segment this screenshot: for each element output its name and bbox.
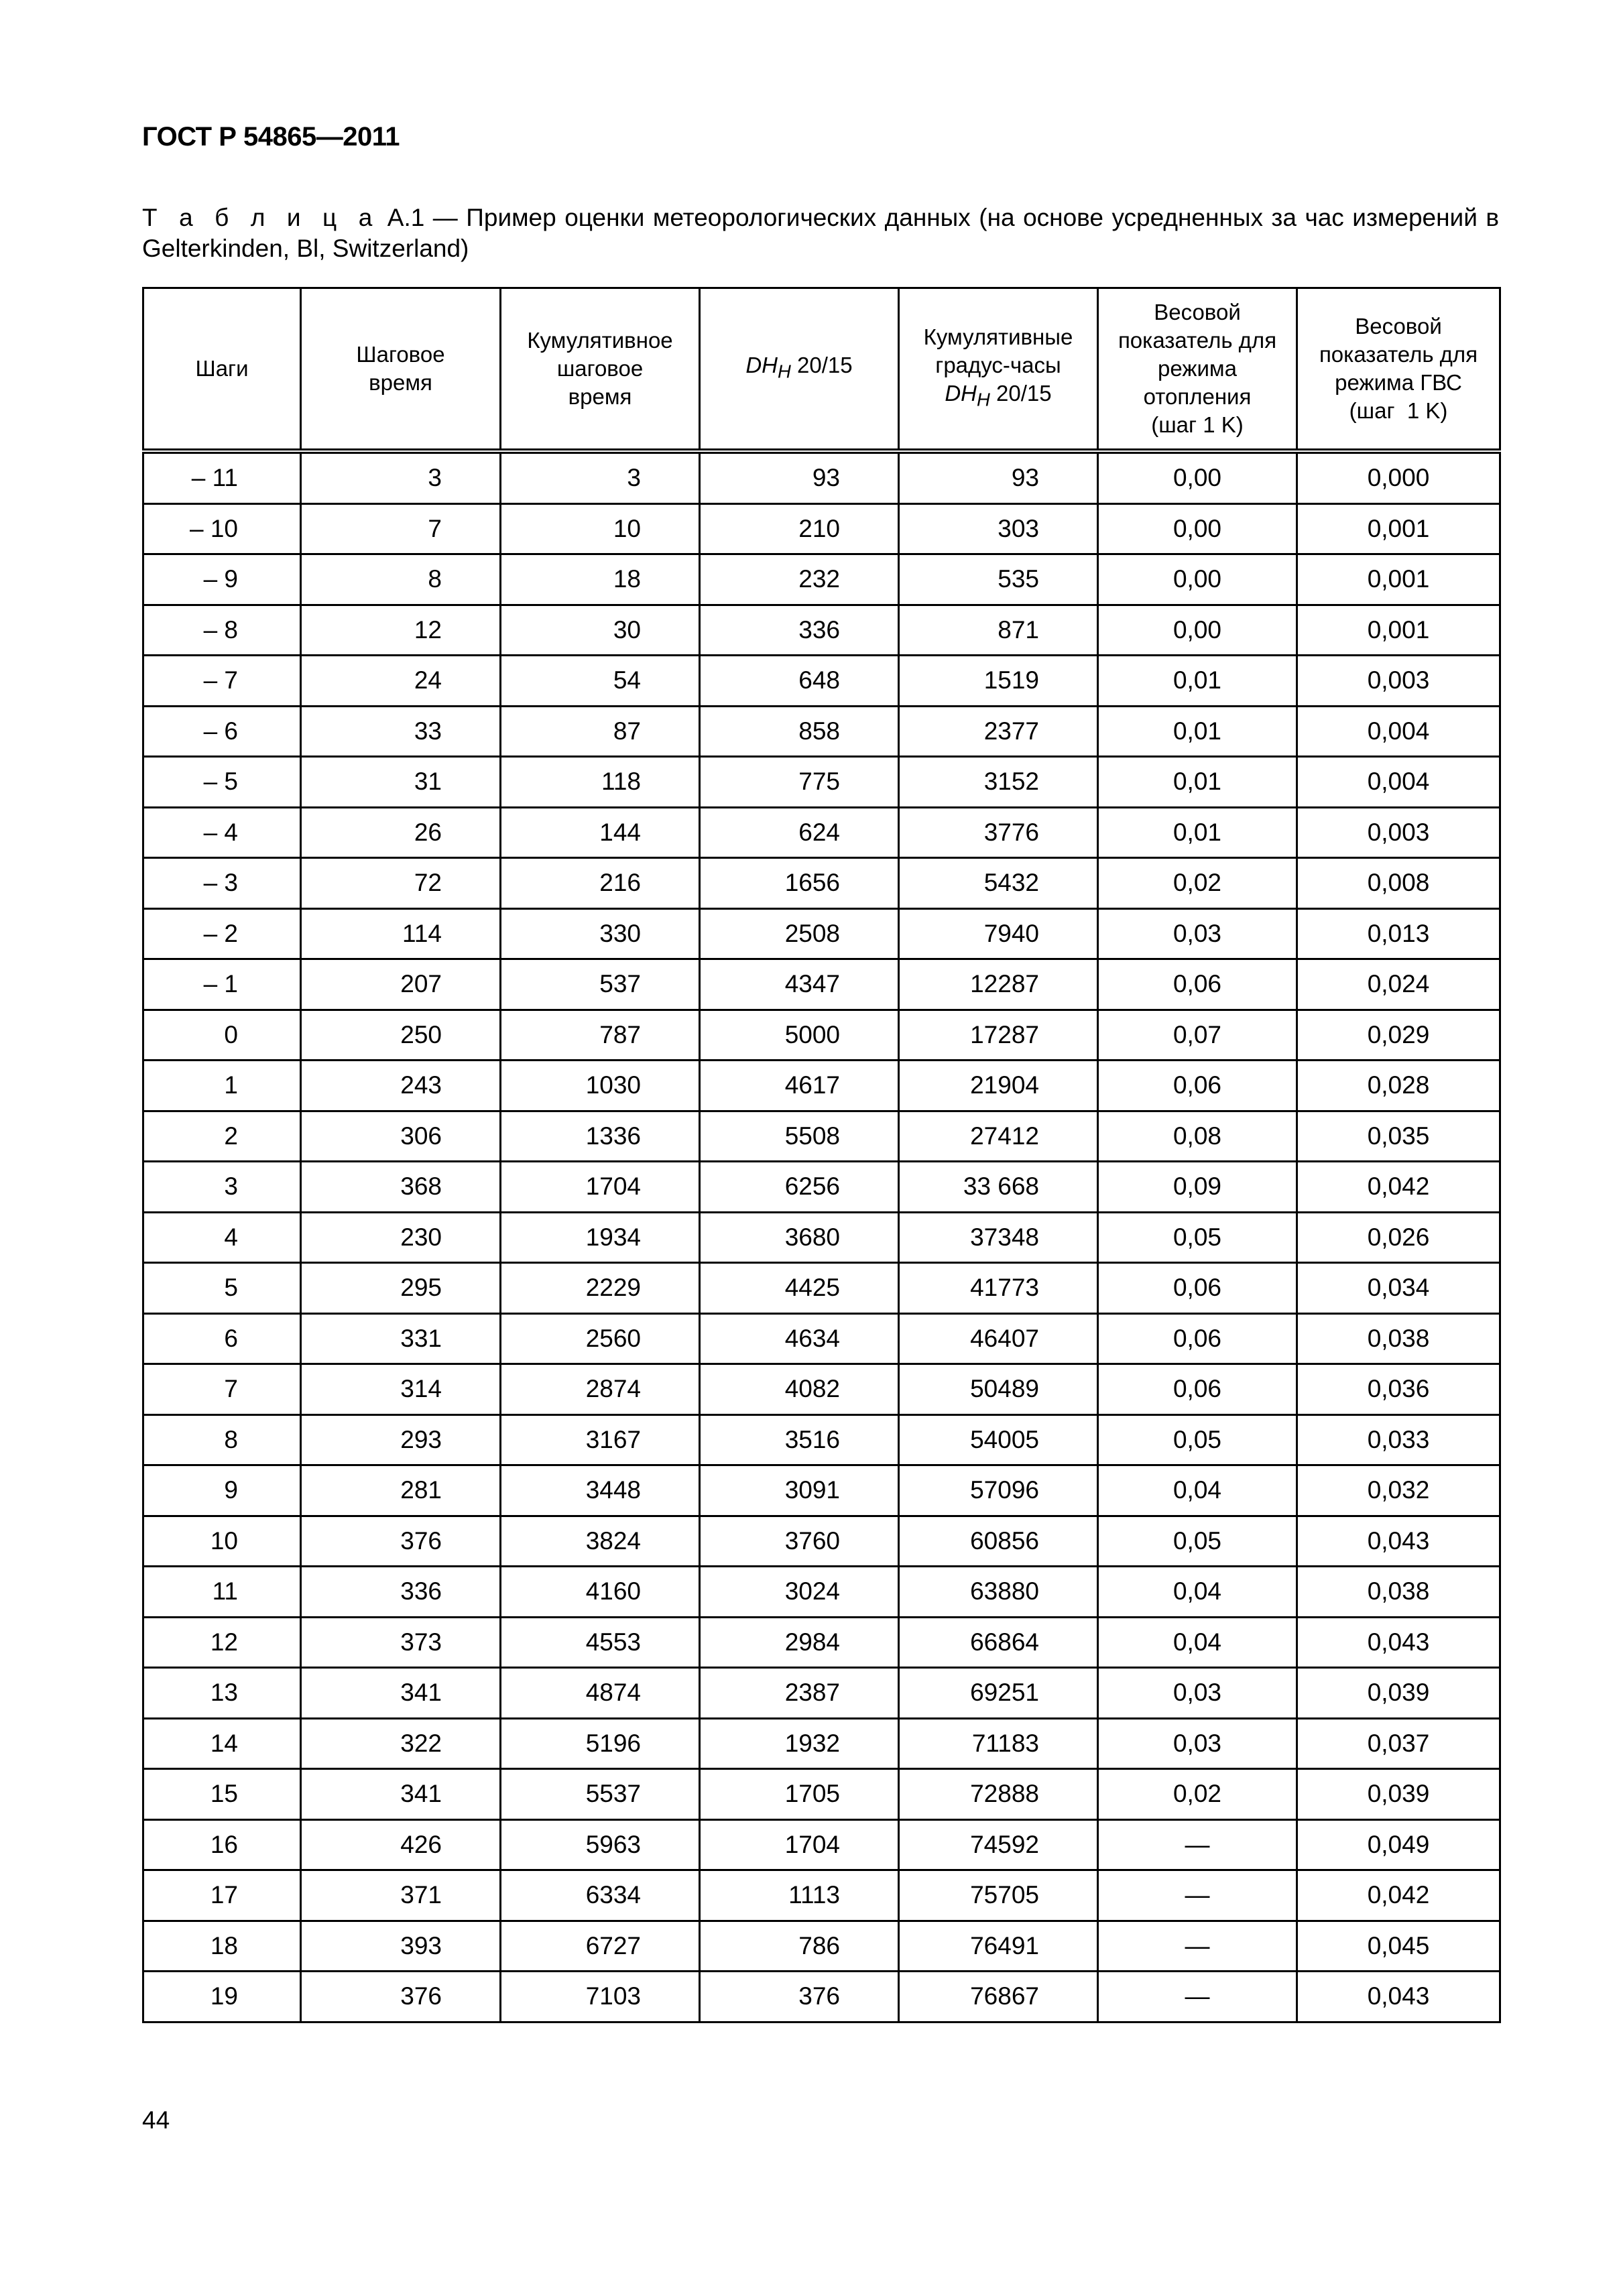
table-cell: 0,042 bbox=[1297, 1162, 1500, 1213]
table-cell: 9 bbox=[143, 1465, 301, 1516]
table-cell: 0,034 bbox=[1297, 1263, 1500, 1314]
table-cell: 0,01 bbox=[1098, 757, 1297, 808]
table-cell: 426 bbox=[301, 1819, 501, 1870]
table-cell: 0,06 bbox=[1098, 1263, 1297, 1314]
table-cell: 0,00 bbox=[1098, 554, 1297, 605]
table-cell: 0,043 bbox=[1297, 1617, 1500, 1668]
table-cell: – 1 bbox=[143, 959, 301, 1010]
table-row bbox=[143, 1212, 1500, 1263]
table-row bbox=[143, 807, 1500, 858]
table-cell: 331 bbox=[301, 1313, 501, 1364]
table-cell: 0,039 bbox=[1297, 1668, 1500, 1719]
table-cell: — bbox=[1098, 1819, 1297, 1870]
header-step-time: Шаговое время bbox=[301, 288, 501, 452]
table-cell: 15 bbox=[143, 1769, 301, 1820]
table-cell: 341 bbox=[301, 1769, 501, 1820]
table-cell: 0,04 bbox=[1098, 1465, 1297, 1516]
table-cell: 2874 bbox=[501, 1364, 700, 1415]
table-cell: 6727 bbox=[501, 1921, 700, 1972]
table-cell: 118 bbox=[501, 757, 700, 808]
table-cell: 17 bbox=[143, 1870, 301, 1921]
table-cell: 0,02 bbox=[1098, 1769, 1297, 1820]
table-cell: 295 bbox=[301, 1263, 501, 1314]
table-cell: 210 bbox=[700, 503, 899, 554]
table-cell: 10 bbox=[143, 1516, 301, 1567]
table-cell: 0,008 bbox=[1297, 858, 1500, 909]
table-row bbox=[143, 706, 1500, 757]
table-cell: 393 bbox=[301, 1921, 501, 1972]
table-cell: 207 bbox=[301, 959, 501, 1010]
table-cell: 3 bbox=[301, 451, 501, 503]
table-cell: 12 bbox=[301, 605, 501, 656]
table-cell: 75705 bbox=[899, 1870, 1098, 1921]
table-cell: 306 bbox=[301, 1111, 501, 1162]
table-cell: 3448 bbox=[501, 1465, 700, 1516]
table-cell: 0,001 bbox=[1297, 605, 1500, 656]
table-row bbox=[143, 1870, 1500, 1921]
table-cell: 13 bbox=[143, 1668, 301, 1719]
table-cell: 0,003 bbox=[1297, 807, 1500, 858]
table-cell: 0,026 bbox=[1297, 1212, 1500, 1263]
table-cell: 1 bbox=[143, 1061, 301, 1111]
table-cell: 0,000 bbox=[1297, 451, 1500, 503]
table-cell: 0,06 bbox=[1098, 959, 1297, 1010]
table-cell: 0,08 bbox=[1098, 1111, 1297, 1162]
table-cell: 72888 bbox=[899, 1769, 1098, 1820]
table-cell: 0,035 bbox=[1297, 1111, 1500, 1162]
table-cell: 3680 bbox=[700, 1212, 899, 1263]
table-cell: 2984 bbox=[700, 1617, 899, 1668]
table-cell: 6256 bbox=[700, 1162, 899, 1213]
table-cell: 0,004 bbox=[1297, 757, 1500, 808]
table-cell: 33 bbox=[301, 706, 501, 757]
table-cell: 230 bbox=[301, 1212, 501, 1263]
table-cell: — bbox=[1098, 1972, 1297, 2022]
table-body bbox=[143, 451, 1500, 2022]
table-cell: 0,00 bbox=[1098, 503, 1297, 554]
table-cell: 775 bbox=[700, 757, 899, 808]
table-cell: – 3 bbox=[143, 858, 301, 909]
table-cell: 14 bbox=[143, 1718, 301, 1769]
table-cell: 368 bbox=[301, 1162, 501, 1213]
table-row bbox=[143, 1414, 1500, 1465]
table-cell: 0,029 bbox=[1297, 1010, 1500, 1061]
table-cell: 243 bbox=[301, 1061, 501, 1111]
table-cell: 0,03 bbox=[1098, 908, 1297, 959]
table-cell: 0,045 bbox=[1297, 1921, 1500, 1972]
table-cell: 8 bbox=[301, 554, 501, 605]
table-cell: 0,013 bbox=[1297, 908, 1500, 959]
header-weight-heating: Весовой показатель для режима отопления (шаг 1 K) bbox=[1098, 288, 1297, 452]
table-cell: 250 bbox=[301, 1010, 501, 1061]
table-row bbox=[143, 1921, 1500, 1972]
table-cell: 0,05 bbox=[1098, 1516, 1297, 1567]
table-cell: 336 bbox=[700, 605, 899, 656]
table-cell: 1519 bbox=[899, 656, 1098, 707]
table-cell: 57096 bbox=[899, 1465, 1098, 1516]
table-row bbox=[143, 605, 1500, 656]
header-steps: Шаги bbox=[143, 288, 301, 452]
table-cell: 2560 bbox=[501, 1313, 700, 1364]
table-cell: 3776 bbox=[899, 807, 1098, 858]
table-cell: 66864 bbox=[899, 1617, 1098, 1668]
table-cell: 72 bbox=[301, 858, 501, 909]
header-weight-dhw: Весовой показатель для режима ГВС (шаг 1 K) bbox=[1297, 288, 1500, 452]
table-cell: 8 bbox=[143, 1414, 301, 1465]
table-cell: 4 bbox=[143, 1212, 301, 1263]
table-cell: 5537 bbox=[501, 1769, 700, 1820]
table-cell: 76867 bbox=[899, 1972, 1098, 2022]
table-row bbox=[143, 858, 1500, 909]
table-cell: 144 bbox=[501, 807, 700, 858]
table-cell: 5508 bbox=[700, 1111, 899, 1162]
table-row bbox=[143, 1617, 1500, 1668]
table-cell: – 8 bbox=[143, 605, 301, 656]
table-row bbox=[143, 1819, 1500, 1870]
table-cell: 3091 bbox=[700, 1465, 899, 1516]
table-cell: 0,04 bbox=[1098, 1617, 1297, 1668]
table-cell: 5963 bbox=[501, 1819, 700, 1870]
table-cell: 330 bbox=[501, 908, 700, 959]
table-cell: — bbox=[1098, 1921, 1297, 1972]
table-cell: 376 bbox=[700, 1972, 899, 2022]
table-cell: 6 bbox=[143, 1313, 301, 1364]
table-cell: 281 bbox=[301, 1465, 501, 1516]
table-cell: 0,032 bbox=[1297, 1465, 1500, 1516]
table-cell: 24 bbox=[301, 656, 501, 707]
table-row bbox=[143, 1718, 1500, 1769]
document-header: ГОСТ Р 54865—2011 bbox=[142, 122, 400, 152]
table-cell: 0,00 bbox=[1098, 451, 1297, 503]
table-cell: – 9 bbox=[143, 554, 301, 605]
table-cell: 31 bbox=[301, 757, 501, 808]
table-cell: 4617 bbox=[700, 1061, 899, 1111]
table-row bbox=[143, 503, 1500, 554]
table-cell: 7 bbox=[143, 1364, 301, 1415]
table-cell: 2508 bbox=[700, 908, 899, 959]
table-cell: 0,042 bbox=[1297, 1870, 1500, 1921]
table-cell: 5000 bbox=[700, 1010, 899, 1061]
table-cell: 33 668 bbox=[899, 1162, 1098, 1213]
table-cell: 4347 bbox=[700, 959, 899, 1010]
table-cell: 7103 bbox=[501, 1972, 700, 2022]
table-cell: 3152 bbox=[899, 757, 1098, 808]
table-cell: 54 bbox=[501, 656, 700, 707]
table-cell: 1656 bbox=[700, 858, 899, 909]
table-row bbox=[143, 1567, 1500, 1618]
table-row bbox=[143, 908, 1500, 959]
table-cell: 293 bbox=[301, 1414, 501, 1465]
table-cell: 0,001 bbox=[1297, 554, 1500, 605]
table-cell: 0,036 bbox=[1297, 1364, 1500, 1415]
table-cell: 93 bbox=[700, 451, 899, 503]
table-cell: 336 bbox=[301, 1567, 501, 1618]
table-cell: 1934 bbox=[501, 1212, 700, 1263]
table-cell: 3824 bbox=[501, 1516, 700, 1567]
table-cell: 10 bbox=[501, 503, 700, 554]
table-cell: 16 bbox=[143, 1819, 301, 1870]
table-row bbox=[143, 1313, 1500, 1364]
table-cell: 4874 bbox=[501, 1668, 700, 1719]
table-cell: 4553 bbox=[501, 1617, 700, 1668]
table-cell: 7 bbox=[301, 503, 501, 554]
table-header-row bbox=[143, 288, 1500, 452]
table-cell: 46407 bbox=[899, 1313, 1098, 1364]
table-cell: 11 bbox=[143, 1567, 301, 1618]
table-cell: 0,05 bbox=[1098, 1212, 1297, 1263]
table-cell: 7940 bbox=[899, 908, 1098, 959]
table-caption bbox=[142, 202, 1499, 264]
table-row bbox=[143, 656, 1500, 707]
table-cell: 2377 bbox=[899, 706, 1098, 757]
table-cell: 114 bbox=[301, 908, 501, 959]
table-cell: 373 bbox=[301, 1617, 501, 1668]
table-cell: 0,00 bbox=[1098, 605, 1297, 656]
table-cell: 1113 bbox=[700, 1870, 899, 1921]
table-cell: 0,037 bbox=[1297, 1718, 1500, 1769]
table-row bbox=[143, 959, 1500, 1010]
table-cell: 0 bbox=[143, 1010, 301, 1061]
page-number: 44 bbox=[142, 2106, 170, 2134]
table-cell: 303 bbox=[899, 503, 1098, 554]
table-cell: – 6 bbox=[143, 706, 301, 757]
table-row bbox=[143, 757, 1500, 808]
table-cell: 0,03 bbox=[1098, 1668, 1297, 1719]
table-cell: 3 bbox=[143, 1162, 301, 1213]
table-cell: 0,049 bbox=[1297, 1819, 1500, 1870]
table-cell: 19 bbox=[143, 1972, 301, 2022]
table-row bbox=[143, 554, 1500, 605]
table-cell: 5 bbox=[143, 1263, 301, 1314]
table-cell: – 7 bbox=[143, 656, 301, 707]
table-row bbox=[143, 1668, 1500, 1719]
table-cell: 0,01 bbox=[1098, 656, 1297, 707]
table-cell: 0,02 bbox=[1098, 858, 1297, 909]
table-cell: 322 bbox=[301, 1718, 501, 1769]
table-cell: 0,06 bbox=[1098, 1061, 1297, 1111]
table-cell: 0,03 bbox=[1098, 1718, 1297, 1769]
table-cell: 1704 bbox=[700, 1819, 899, 1870]
table-cell: 314 bbox=[301, 1364, 501, 1415]
table-cell: 0,004 bbox=[1297, 706, 1500, 757]
table-cell: 2 bbox=[143, 1111, 301, 1162]
table-cell: 26 bbox=[301, 807, 501, 858]
data-table bbox=[142, 287, 1501, 2023]
table-cell: 535 bbox=[899, 554, 1098, 605]
table-cell: 3 bbox=[501, 451, 700, 503]
table-cell: 27412 bbox=[899, 1111, 1098, 1162]
table-cell: 71183 bbox=[899, 1718, 1098, 1769]
table-cell: – 5 bbox=[143, 757, 301, 808]
table-cell: 3167 bbox=[501, 1414, 700, 1465]
table-cell: 0,039 bbox=[1297, 1769, 1500, 1820]
table-cell: 1336 bbox=[501, 1111, 700, 1162]
table-cell: 5196 bbox=[501, 1718, 700, 1769]
table-cell: 0,06 bbox=[1098, 1364, 1297, 1415]
table-cell: 21904 bbox=[899, 1061, 1098, 1111]
table-cell: 0,043 bbox=[1297, 1516, 1500, 1567]
table-cell: 1932 bbox=[700, 1718, 899, 1769]
table-cell: 76491 bbox=[899, 1921, 1098, 1972]
table-row bbox=[143, 1516, 1500, 1567]
table-cell: 0,024 bbox=[1297, 959, 1500, 1010]
table-cell: 3760 bbox=[700, 1516, 899, 1567]
table-cell: 41773 bbox=[899, 1263, 1098, 1314]
table-cell: – 10 bbox=[143, 503, 301, 554]
table-row bbox=[143, 451, 1500, 503]
table-row bbox=[143, 1263, 1500, 1314]
table-cell: 648 bbox=[700, 656, 899, 707]
table-cell: 6334 bbox=[501, 1870, 700, 1921]
table-cell: 216 bbox=[501, 858, 700, 909]
table-cell: 787 bbox=[501, 1010, 700, 1061]
table-cell: 63880 bbox=[899, 1567, 1098, 1618]
table-cell: 93 bbox=[899, 451, 1098, 503]
table-cell: 0,038 bbox=[1297, 1313, 1500, 1364]
table-cell: 0,05 bbox=[1098, 1414, 1297, 1465]
table-cell: 0,06 bbox=[1098, 1313, 1297, 1364]
table-cell: 858 bbox=[700, 706, 899, 757]
table-cell: 17287 bbox=[899, 1010, 1098, 1061]
table-cell: 2387 bbox=[700, 1668, 899, 1719]
table-cell: 4160 bbox=[501, 1567, 700, 1618]
table-row bbox=[143, 1111, 1500, 1162]
table-row bbox=[143, 1010, 1500, 1061]
table-cell: 786 bbox=[700, 1921, 899, 1972]
table-cell: 1030 bbox=[501, 1061, 700, 1111]
table-cell: 0,001 bbox=[1297, 503, 1500, 554]
caption-text: А.1 — Пример оценки метеорологических данных (на основе усредненных за час измерений в Gelterkinden, Bl, Switzerland) bbox=[142, 204, 1500, 262]
header-dhh: $DH_H$ 20/15 bbox=[700, 288, 899, 452]
table-cell: 0,028 bbox=[1297, 1061, 1500, 1111]
table-cell: 69251 bbox=[899, 1668, 1098, 1719]
table-cell: 0,04 bbox=[1098, 1567, 1297, 1618]
table-cell: 4425 bbox=[700, 1263, 899, 1314]
table-cell: 3516 bbox=[700, 1414, 899, 1465]
table-cell: 87 bbox=[501, 706, 700, 757]
table-cell: 341 bbox=[301, 1668, 501, 1719]
table-cell: 0,07 bbox=[1098, 1010, 1297, 1061]
table-row bbox=[143, 1162, 1500, 1213]
table-cell: 3024 bbox=[700, 1567, 899, 1618]
table-cell: 0,01 bbox=[1098, 706, 1297, 757]
table-row bbox=[143, 1364, 1500, 1415]
table-cell: 232 bbox=[700, 554, 899, 605]
table-cell: 376 bbox=[301, 1972, 501, 2022]
table-row bbox=[143, 1465, 1500, 1516]
table-cell: 30 bbox=[501, 605, 700, 656]
table-row bbox=[143, 1061, 1500, 1111]
header-cumulative-degree-hours: Кумулятивные градус-часы $DH_H$ 20/15 bbox=[899, 288, 1098, 452]
table-row bbox=[143, 1972, 1500, 2022]
table-cell: 18 bbox=[143, 1921, 301, 1972]
table-row bbox=[143, 1769, 1500, 1820]
table-cell: — bbox=[1098, 1870, 1297, 1921]
table-cell: 0,043 bbox=[1297, 1972, 1500, 2022]
table-cell: 60856 bbox=[899, 1516, 1098, 1567]
table-cell: 12287 bbox=[899, 959, 1098, 1010]
table-cell: 1705 bbox=[700, 1769, 899, 1820]
table-cell: – 11 bbox=[143, 451, 301, 503]
table-cell: 4082 bbox=[700, 1364, 899, 1415]
table-cell: 18 bbox=[501, 554, 700, 605]
table-cell: 537 bbox=[501, 959, 700, 1010]
table-cell: 624 bbox=[700, 807, 899, 858]
table-cell: 0,003 bbox=[1297, 656, 1500, 707]
header-cumulative-step-time: Кумулятивное шаговое время bbox=[501, 288, 700, 452]
table-cell: – 2 bbox=[143, 908, 301, 959]
table-cell: 4634 bbox=[700, 1313, 899, 1364]
table-cell: 37348 bbox=[899, 1212, 1098, 1263]
table-cell: 74592 bbox=[899, 1819, 1098, 1870]
table-cell: 0,01 bbox=[1098, 807, 1297, 858]
table-cell: 54005 bbox=[899, 1414, 1098, 1465]
table-cell: 12 bbox=[143, 1617, 301, 1668]
table-cell: 376 bbox=[301, 1516, 501, 1567]
table-cell: 371 bbox=[301, 1870, 501, 1921]
table-cell: 0,033 bbox=[1297, 1414, 1500, 1465]
table-cell: 2229 bbox=[501, 1263, 700, 1314]
table-cell: 50489 bbox=[899, 1364, 1098, 1415]
table-cell: 5432 bbox=[899, 858, 1098, 909]
table-cell: 871 bbox=[899, 605, 1098, 656]
table-cell: – 4 bbox=[143, 807, 301, 858]
caption-label: Т а б л и ц а bbox=[142, 204, 379, 231]
table-cell: 1704 bbox=[501, 1162, 700, 1213]
table-cell: 0,09 bbox=[1098, 1162, 1297, 1213]
table-cell: 0,038 bbox=[1297, 1567, 1500, 1618]
